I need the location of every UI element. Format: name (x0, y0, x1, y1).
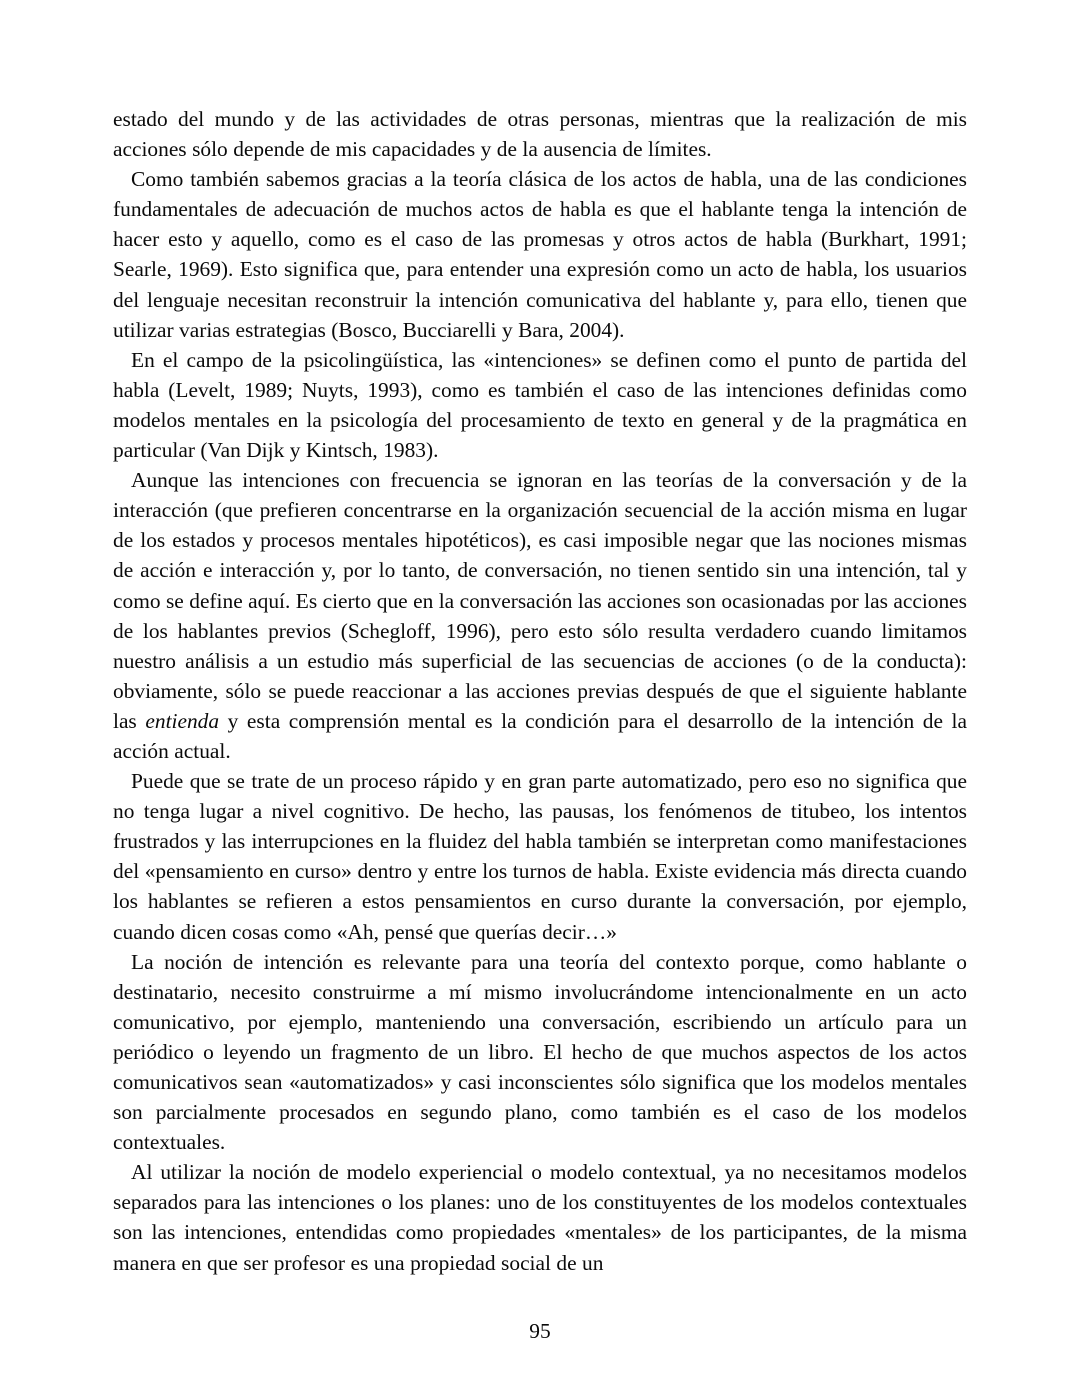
paragraph-3: En el campo de la psicolingüística, las «intenciones» se definen como el punto de partida del habla (Levelt, 1989; Nuyts, 1993), como es también el caso de las intenciones definidas como modelos mentales en la psicología del procesamiento de texto en general y de la pragmática en particular (Van Dijk y Kintsch, 1983). (113, 347, 967, 463)
paragraph-5: Puede que se trate de un proceso rápido y en gran parte automatizado, pero eso no significa que no tenga lugar a nivel cognitivo. De hecho, las pausas, los fenómenos de titubeo, los intentos frustrados y las interrupciones en la fluidez del habla también se interpretan como manifestaciones del «pensamiento en curso» dentro y entre los turnos de habla. Existe evidencia más directa cuando los hablantes se refieren a estos pensamientos en curso durante la conversación, por ejemplo, cuando dicen cosas como «Ah, pensé que querías decir…» (113, 769, 967, 944)
paragraph-7: Al utilizar la noción de modelo experiencial o modelo contextual, ya no necesitamos modelos separados para las intenciones o los planes: uno de los constituyentes de los modelos contextuales son las intenciones, entendidas como propiedades «mentales» de los participantes, de la misma manera en que ser profesor es una propiedad social de un (113, 1160, 967, 1275)
page-number: 95 (529, 1319, 551, 1343)
paragraph-4-italic-term: entienda (145, 708, 220, 733)
paragraph-6: La noción de intención es relevante para una teoría del contexto porque, como hablante o destinatario, necesito construirme a mí mismo involucrándome intencionalmente en un acto comunicativo, por ejemplo, manteniendo una conversación, escribiendo un artículo para un periódico o leyendo un fragmento de un libro. El hecho de que muchos aspectos de los actos comunicativos sean «automatizados» y casi inconscientes sólo significa que los modelos mentales son parcialmente procesados en segundo plano, como también es el caso de los modelos contextuales. (113, 949, 967, 1155)
paragraph-4-text-before-italic: Aunque las intenciones con frecuencia se ignoran en las teorías de la conversación y de la interacción (que prefieren concentrarse en la organización secuencial de la acción misma en lugar de los estados y procesos mentales hipotéticos), es casi imposible negar que las nociones mismas de acción e interacción y, por lo tanto, de conversación, no tienen sentido sin una intención, tal y como se define aquí. Es cierto que en la conversación las acciones son ocasionadas por las acciones de los hablantes previos (Schegloff, 1996), pero esto sólo resulta verdadero cuando limitamos nuestro análisis a un estudio más superficial de las secuencias de acciones (o de la conducta): obviamente, sólo se puede reaccionar a las acciones previas después de que el siguiente hablante las (113, 468, 967, 733)
paragraph-2: Como también sabemos gracias a la teoría clásica de los actos de habla, una de las condiciones fundamentales de adecuación de muchos actos de habla es que el hablante tenga la intención de hacer esto y aquello, como es el caso de las promesas y otros actos de habla (Burkhart, 1991; Searle, 1969). Esto significa que, para entender una expresión como un acto de habla, los usuarios del lenguaje necesitan reconstruir la intención comunicativa del hablante y, para ello, tienen que utilizar varias estrategias (Bosco, Bucciarelli y Bara, 2004). (113, 167, 967, 342)
paragraph-1: estado del mundo y de las actividades de otras personas, mientras que la realización de mis acciones sólo depende de mis capacidades y de la ausencia de límites. (113, 107, 967, 162)
paragraph-4-text-after-italic: y esta comprensión mental es la condición para el desarrollo de la intención de la acción actual. (113, 708, 967, 763)
paragraph-4 (113, 465, 967, 766)
body-text-column (113, 104, 967, 1278)
